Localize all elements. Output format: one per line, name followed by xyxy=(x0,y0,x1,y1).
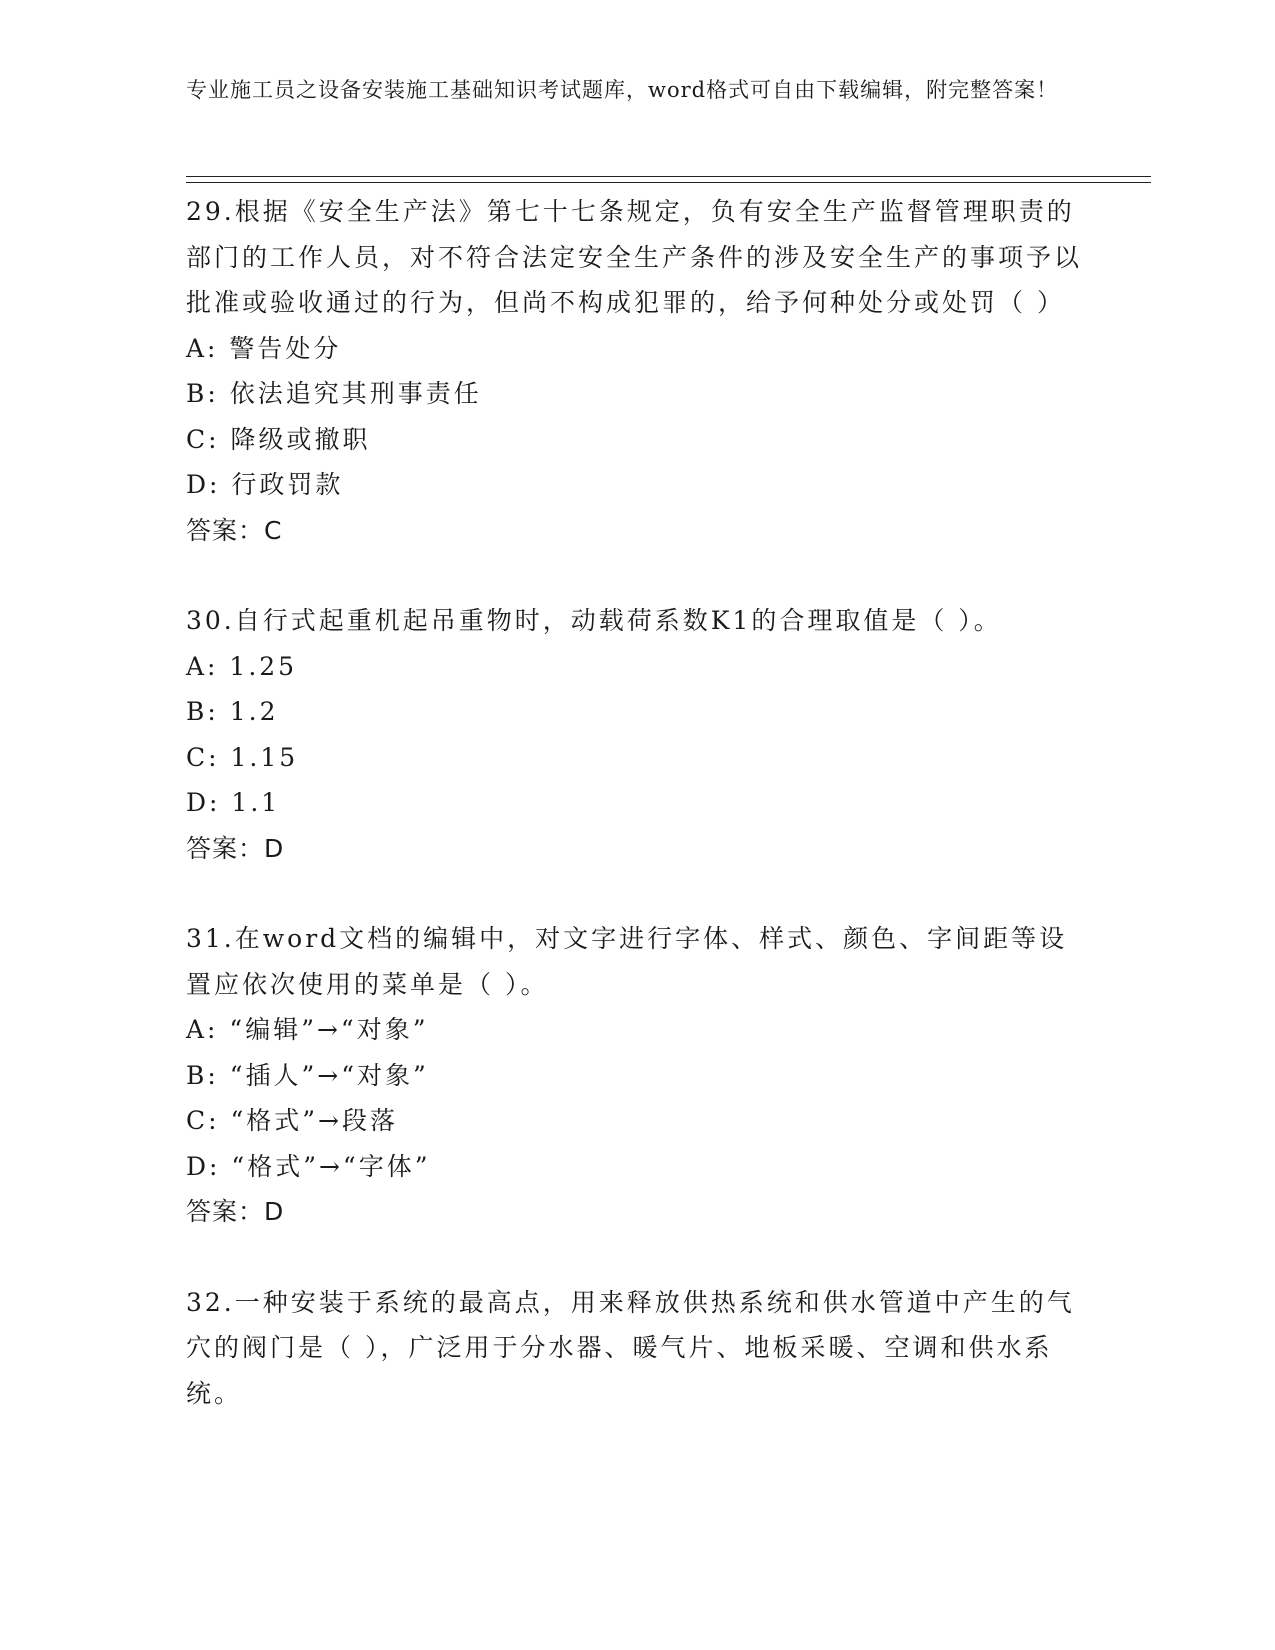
question-item xyxy=(186,916,1086,1235)
question-item xyxy=(186,189,1086,553)
answer-line: 答案：D xyxy=(186,1197,285,1226)
option-b: B: “插人”→“对象” xyxy=(186,1060,429,1090)
option-c: C: 降级或撤职 xyxy=(186,424,371,454)
spacer xyxy=(186,871,1086,916)
option-d: D: 行政罚款 xyxy=(186,470,344,499)
option-a: A: 1.25 xyxy=(186,651,298,681)
question-list xyxy=(186,189,1086,1416)
question-stem: 31.在word文档的编辑中，对文字进行字体、样式、颜色、字间距等设置应依次使用的菜单是（ ）。 xyxy=(186,924,1068,999)
spacer xyxy=(186,1235,1086,1280)
option-a: A: “编辑”→“对象” xyxy=(186,1015,429,1044)
option-d: D: “格式”→“字体” xyxy=(186,1151,431,1181)
option-b: B: 1.2 xyxy=(186,697,279,726)
answer-line: 答案：D xyxy=(186,833,285,863)
header-divider-top xyxy=(186,176,1151,177)
question-stem: 30.自行式起重机起吊重物时，动载荷系数K1的合理取值是（ ）。 xyxy=(186,606,1002,635)
option-a: A: 警告处分 xyxy=(186,333,342,363)
option-c: C: “格式”→段落 xyxy=(186,1106,399,1135)
spacer xyxy=(186,553,1086,598)
document-header: 专业施工员之设备安装施工基础知识考试题库，word格式可自由下载编辑，附完整答案！ xyxy=(186,78,1059,102)
option-c: C: 1.15 xyxy=(186,742,299,772)
question-item xyxy=(186,1280,1086,1417)
question-stem: 29.根据《安全生产法》第七十七条规定，负有安全生产监督管理职责的部门的工作人员，对不符合法定安全生产条件的涉及安全生产的事项予以批准或验收通过的行为，但尚不构成犯罪的，给予何种处分或处罚（ ） xyxy=(186,197,1083,317)
question-stem: 32.一种安装于系统的最高点，用来释放供热系统和供水管道中产生的气穴的阀门是（ ），广泛用于分水器、暖气片、地板采暖、空调和供水系统。 xyxy=(186,1287,1075,1408)
answer-line: 答案：C xyxy=(186,515,283,545)
option-b: B: 依法追究其刑事责任 xyxy=(186,379,482,408)
question-item xyxy=(186,598,1086,871)
header-divider-bottom xyxy=(186,182,1151,183)
option-d: D: 1.1 xyxy=(186,788,281,817)
